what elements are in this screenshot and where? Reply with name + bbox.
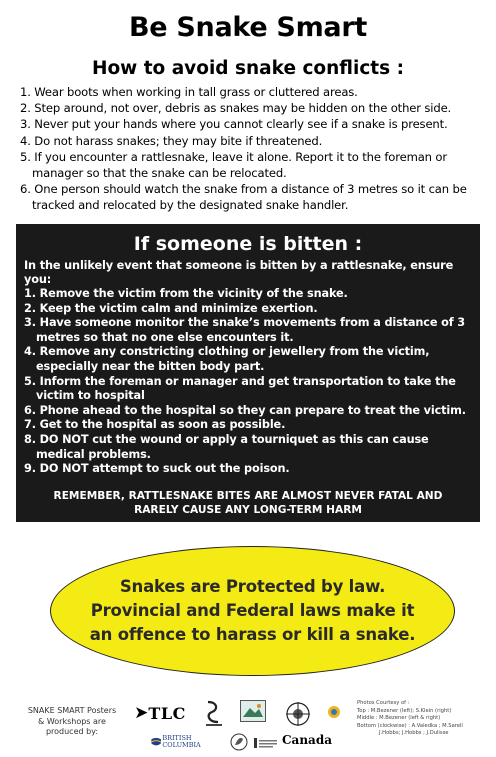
tip-item: 5. If you encounter a rattlesnake, leave it alone. Report it to the foreman or manager so that the snake can be relocated.: [20, 149, 447, 181]
step-item: 1. Remove the victim from the vicinity of the snake.: [24, 287, 348, 300]
canada-logo-text: Canada: [282, 733, 332, 747]
law-line: an offence to harass or kill a snake.: [89, 625, 416, 644]
canada-logo: [284, 730, 330, 750]
tip-item: 2. Step around, not over, debris as snakes may be hidden on the other side.: [20, 101, 452, 116]
emblem-logo: [284, 700, 312, 728]
law-line: Snakes are Protected by law.: [119, 577, 386, 596]
british-columbia-logo: [150, 733, 210, 751]
environment-logo: [253, 735, 279, 751]
credits-bottom-names: J.Hobbs; J.Hobbs ; J.Dulisse: [379, 730, 449, 736]
snake-logo: [202, 698, 226, 728]
step-item: 4. Remove any constricting clothing or jewellery from the victim, especially near the bitten body part.: [24, 345, 430, 373]
mountain-icon: [241, 701, 265, 721]
step-item: 5. Inform the foreman or manager and get transportation to take the victim to hospital: [24, 374, 456, 403]
bitten-steps-list: [24, 287, 472, 477]
step-item: 8. DO NOT cut the wound or apply a tourniquet as this can cause medical problems.: [24, 432, 429, 461]
step-item: 9. DO NOT attempt to suck out the poison.: [24, 462, 290, 476]
law-line: Provincial and Federal laws make it: [90, 601, 415, 620]
emblem-icon: [284, 700, 312, 728]
bird-icon: ➤: [134, 703, 149, 723]
snake-icon: [202, 698, 226, 728]
credits-title: Photos Courtesy of :: [357, 700, 410, 706]
remember-note: REMEMBER, RATTLESNAKE BITES ARE ALMOST NEVER FATAL AND RARELY CAUSE ANY LONG-TERM HARM: [53, 489, 443, 516]
credits-bottom: Bottom (clockwise) : A.Valedka ; M.Sarell: [357, 722, 463, 729]
tlc-logo-text: TLC: [148, 703, 186, 723]
produced-by-text: SNAKE SMART Posters & Workshops are produced by:: [27, 706, 117, 736]
bc-crest-icon: [150, 734, 162, 750]
leaf-icon: [230, 733, 248, 751]
bitten-intro: In the unlikely event that someone is bitten by a rattlesnake, ensure you:: [24, 259, 454, 286]
tip-item: 3. Never put your hands where you cannot clearly see if a snake is present.: [20, 117, 448, 132]
tip-item: 1. Wear boots when working in tall grass or cluttered areas.: [20, 85, 358, 99]
law-callout: [50, 546, 455, 676]
bc-logo-text: BRITISH COLUMBIA: [162, 734, 201, 749]
leaf-logo: [230, 733, 248, 751]
environment-icon: [253, 735, 279, 751]
poster-title: Be Snake Smart: [129, 12, 367, 43]
sun-logo: [324, 702, 344, 722]
tip-item: 6. One person should watch the snake from a distance of 3 metres so it can be tracked and relocated by the designated snake handler.: [20, 182, 467, 213]
step-item: 7. Get to the hospital as soon as possible.: [24, 418, 286, 432]
step-item: 3. Have someone monitor the snake’s movements from a distance of 3 metres so that no one else encounters it.: [24, 316, 466, 344]
step-item: 2. Keep the victim calm and minimize exertion.: [24, 301, 318, 315]
avoid-conflicts-heading: How to avoid snake conflicts :: [91, 58, 405, 79]
bitten-heading: If someone is bitten :: [133, 233, 363, 255]
sun-icon: [324, 702, 344, 722]
tip-item: 4. Do not harass snakes; they may bite if threatened.: [20, 133, 323, 148]
avoid-tips-list: [20, 84, 486, 214]
credits-top: Top : M.Bezener (left); S.Klein (right): [357, 707, 452, 714]
bitten-panel: [16, 224, 480, 522]
photo-credits: [357, 700, 487, 738]
credits-middle: Middle : M.Bezener (left & right): [357, 715, 441, 721]
tlc-logo: [130, 698, 190, 728]
landscape-logo: [240, 700, 266, 722]
step-item: 6. Phone ahead to the hospital so they can prepare to treat the victim.: [24, 403, 466, 417]
